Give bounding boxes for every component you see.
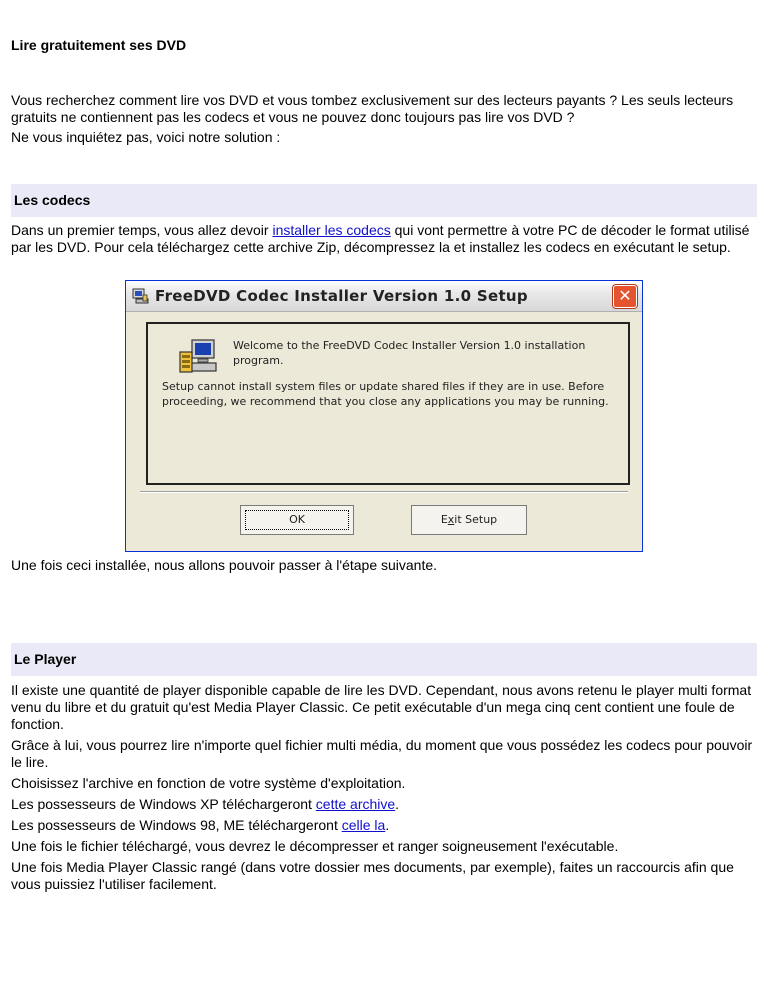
paragraph: Il existe une quantité de player disponible capable de lire les DVD. Cependant, nous avons retenu le player multi format venu du libre et du gratuit qu'est Media Player Classic. Ce petit exécutable d'un mega cinq cent contient une foule de fonction. <box>11 682 752 732</box>
focus-rect <box>245 510 349 530</box>
paragraph: Une fois le fichier téléchargé, vous devrez le décompresser et ranger soigneusement l'exécutable. <box>11 838 619 854</box>
codecs-paragraph <box>11 222 757 256</box>
player-content <box>11 682 757 893</box>
xp-archive-link[interactable]: cette archive <box>315 796 396 812</box>
exit-label-accel: x <box>447 513 455 526</box>
computer-icon <box>131 287 149 305</box>
w98-archive-link[interactable]: celle la <box>341 817 386 833</box>
separator <box>140 491 628 493</box>
codecs-after-paragraph <box>11 557 757 574</box>
paragraph: Choisissez l'archive en fonction de votre système d'exploitation. <box>11 775 406 791</box>
warning-text: Setup cannot install system files or update shared files if they are in use. Before proceeding, we recommend that you close any applications you may be running. <box>162 380 609 408</box>
close-button[interactable]: ✕ <box>613 285 637 308</box>
install-codecs-link[interactable]: installer les codecs <box>272 222 391 238</box>
ok-button[interactable] <box>240 505 354 535</box>
section-heading-codecs: Les codecs <box>11 184 757 217</box>
dialog-titlebar[interactable] <box>126 281 642 312</box>
exit-label-pre: E <box>440 513 448 526</box>
setup-computer-icon <box>178 338 218 376</box>
text: Les possesseurs de Windows XP téléchargeront <box>11 796 316 812</box>
intro <box>11 92 757 146</box>
welcome-text: Welcome to the FreeDVD Codec Installer Version 1.0 installation program. <box>233 339 586 367</box>
intro-paragraph: Ne vous inquiétez pas, voici notre solution : <box>11 129 281 145</box>
text: Dans un premier temps, vous allez devoir <box>11 222 273 238</box>
dialog-message-panel <box>146 322 630 485</box>
exit-label-post: it Setup <box>454 513 498 526</box>
page-title: Lire gratuitement ses DVD <box>11 37 187 53</box>
text: qui vont permettre à votre PC de décoder le format utilisé par les DVD. Pour cela téléchargez cette archive Zip, décompressez la et installez les codecs en exécutant le setup. <box>11 222 750 255</box>
paragraph-xp: Les possesseurs de Windows XP téléchargeront cette archive. <box>11 796 400 812</box>
section-heading-player: Le Player <box>11 643 757 676</box>
paragraph-98: Les possesseurs de Windows 98, ME téléchargeront celle la. <box>11 817 390 833</box>
paragraph: Grâce à lui, vous pourrez lire n'importe quel fichier multi média, du moment que vous possédez les codecs pour pouvoir le lire. <box>11 737 753 770</box>
dialog-title: FreeDVD Codec Installer Version 1.0 Setup <box>155 287 528 305</box>
paragraph: Une fois Media Player Classic rangé (dans votre dossier mes documents, par exemple), faites un raccourcis afin que vous puissiez l'utiliser facilement. <box>11 859 734 892</box>
setup-dialog <box>125 280 643 552</box>
ok-label: OK <box>289 513 305 526</box>
text: Les possesseurs de Windows 98, ME téléchargeront <box>11 817 342 833</box>
exit-setup-button[interactable] <box>411 505 527 535</box>
paragraph: Une fois ceci installée, nous allons pouvoir passer à l'étape suivante. <box>11 557 438 573</box>
intro-paragraph: Vous recherchez comment lire vos DVD et vous tombez exclusivement sur des lecteurs payants ? Les seuls lecteurs gratuits ne contiennent pas les codecs et vous ne pouvez donc toujours pas lire vos DVD ? <box>11 92 734 125</box>
